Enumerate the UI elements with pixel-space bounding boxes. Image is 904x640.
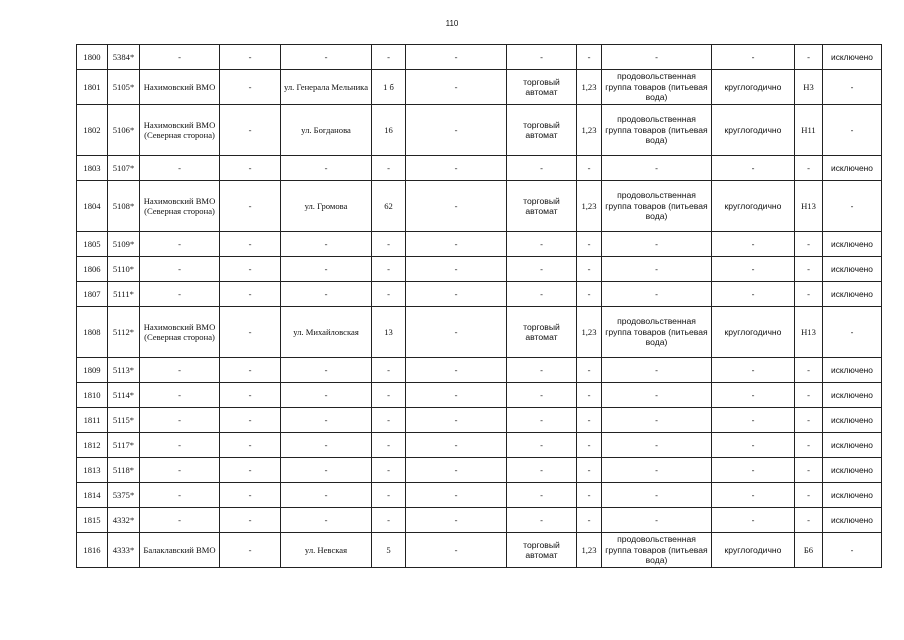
column-4-cell: -	[220, 181, 281, 232]
district-cell: -	[140, 408, 220, 433]
area-cell: 1,23	[577, 181, 602, 232]
area-cell: -	[577, 45, 602, 70]
house-number-cell: -	[372, 257, 406, 282]
district-cell: -	[140, 508, 220, 533]
period-cell: -	[712, 383, 795, 408]
street-cell: ул. Богданова	[281, 105, 372, 156]
column-7-cell: -	[406, 70, 507, 105]
table-row	[77, 45, 882, 70]
house-number-cell: 13	[372, 307, 406, 358]
column-4-cell: -	[220, 105, 281, 156]
goods-group-cell: -	[602, 232, 712, 257]
street-cell: -	[281, 282, 372, 307]
note-cell: исключено	[823, 508, 882, 533]
goods-group-cell: продовольственная группа товаров (питьевая вода)	[602, 307, 712, 358]
row-number-cell: 1804	[77, 181, 108, 232]
district-cell: Балаклавский ВМО	[140, 533, 220, 568]
house-number-cell: -	[372, 408, 406, 433]
period-cell: -	[712, 156, 795, 181]
row-number-cell: 1807	[77, 282, 108, 307]
object-type-cell: торговый автомат	[507, 70, 577, 105]
area-cell: 1,23	[577, 533, 602, 568]
column-7-cell: -	[406, 105, 507, 156]
object-type-cell: -	[507, 458, 577, 483]
code-cell: 5105*	[108, 70, 140, 105]
table-row	[77, 105, 882, 156]
scheme-mark-cell: -	[795, 45, 823, 70]
row-number-cell: 1803	[77, 156, 108, 181]
object-type-cell: -	[507, 483, 577, 508]
area-cell: -	[577, 408, 602, 433]
table-row	[77, 458, 882, 483]
area-cell: -	[577, 257, 602, 282]
table-row	[77, 508, 882, 533]
district-cell: -	[140, 156, 220, 181]
note-cell: -	[823, 70, 882, 105]
scheme-mark-cell: -	[795, 358, 823, 383]
house-number-cell: 62	[372, 181, 406, 232]
scheme-mark-cell: -	[795, 433, 823, 458]
object-type-cell: -	[507, 358, 577, 383]
period-cell: -	[712, 358, 795, 383]
row-number-cell: 1805	[77, 232, 108, 257]
note-cell: исключено	[823, 483, 882, 508]
scheme-mark-cell: -	[795, 508, 823, 533]
column-4-cell: -	[220, 70, 281, 105]
table-row	[77, 307, 882, 358]
object-type-cell: -	[507, 282, 577, 307]
period-cell: -	[712, 508, 795, 533]
area-cell: 1,23	[577, 105, 602, 156]
column-4-cell: -	[220, 257, 281, 282]
code-cell: 5111*	[108, 282, 140, 307]
row-number-cell: 1810	[77, 383, 108, 408]
scheme-mark-cell: -	[795, 232, 823, 257]
house-number-cell: -	[372, 358, 406, 383]
district-cell: Нахимовский ВМО (Северная сторона)	[140, 105, 220, 156]
district-cell: -	[140, 483, 220, 508]
code-cell: 5108*	[108, 181, 140, 232]
table-row	[77, 433, 882, 458]
row-number-cell: 1809	[77, 358, 108, 383]
code-cell: 5375*	[108, 483, 140, 508]
street-cell: -	[281, 156, 372, 181]
area-cell: -	[577, 508, 602, 533]
scheme-mark-cell: Н11	[795, 105, 823, 156]
column-4-cell: -	[220, 483, 281, 508]
column-4-cell: -	[220, 433, 281, 458]
note-cell: -	[823, 307, 882, 358]
district-cell: -	[140, 358, 220, 383]
goods-group-cell: -	[602, 458, 712, 483]
column-7-cell: -	[406, 458, 507, 483]
code-cell: 5115*	[108, 408, 140, 433]
scheme-mark-cell: -	[795, 458, 823, 483]
scheme-mark-cell: -	[795, 483, 823, 508]
table-row	[77, 181, 882, 232]
street-cell: -	[281, 508, 372, 533]
scheme-mark-cell: -	[795, 408, 823, 433]
district-cell: -	[140, 232, 220, 257]
column-4-cell: -	[220, 383, 281, 408]
code-cell: 5114*	[108, 383, 140, 408]
column-7-cell: -	[406, 307, 507, 358]
row-number-cell: 1813	[77, 458, 108, 483]
scheme-mark-cell: Н13	[795, 181, 823, 232]
house-number-cell: -	[372, 483, 406, 508]
district-cell: -	[140, 458, 220, 483]
district-cell: Нахимовский ВМО	[140, 70, 220, 105]
code-cell: 4333*	[108, 533, 140, 568]
goods-group-cell: -	[602, 383, 712, 408]
period-cell: -	[712, 458, 795, 483]
column-4-cell: -	[220, 408, 281, 433]
street-cell: ул. Михайловская	[281, 307, 372, 358]
code-cell: 5384*	[108, 45, 140, 70]
street-cell: -	[281, 408, 372, 433]
street-cell: -	[281, 458, 372, 483]
street-cell: -	[281, 257, 372, 282]
goods-group-cell: продовольственная группа товаров (питьевая вода)	[602, 105, 712, 156]
column-4-cell: -	[220, 307, 281, 358]
object-type-cell: -	[507, 408, 577, 433]
row-number-cell: 1808	[77, 307, 108, 358]
table-row	[77, 232, 882, 257]
column-4-cell: -	[220, 508, 281, 533]
column-7-cell: -	[406, 257, 507, 282]
table-row	[77, 282, 882, 307]
street-cell: ул. Невская	[281, 533, 372, 568]
goods-group-cell: продовольственная группа товаров (питьевая вода)	[602, 70, 712, 105]
column-7-cell: -	[406, 383, 507, 408]
period-cell: круглогодично	[712, 70, 795, 105]
street-cell: ул. Генерала Мельника	[281, 70, 372, 105]
table-row	[77, 70, 882, 105]
goods-group-cell: -	[602, 358, 712, 383]
period-cell: круглогодично	[712, 181, 795, 232]
row-number-cell: 1802	[77, 105, 108, 156]
note-cell: исключено	[823, 383, 882, 408]
scheme-mark-cell: Н13	[795, 307, 823, 358]
note-cell: исключено	[823, 358, 882, 383]
house-number-cell: -	[372, 282, 406, 307]
column-4-cell: -	[220, 533, 281, 568]
street-cell: ул. Громова	[281, 181, 372, 232]
row-number-cell: 1816	[77, 533, 108, 568]
period-cell: круглогодично	[712, 307, 795, 358]
object-type-cell: -	[507, 508, 577, 533]
district-cell: -	[140, 383, 220, 408]
street-cell: -	[281, 383, 372, 408]
goods-group-cell: -	[602, 408, 712, 433]
area-cell: 1,23	[577, 70, 602, 105]
district-cell: Нахимовский ВМО (Северная сторона)	[140, 307, 220, 358]
note-cell: исключено	[823, 433, 882, 458]
object-type-cell: -	[507, 45, 577, 70]
note-cell: -	[823, 533, 882, 568]
column-7-cell: -	[406, 483, 507, 508]
object-type-cell: торговый автомат	[507, 533, 577, 568]
period-cell: -	[712, 45, 795, 70]
note-cell: исключено	[823, 45, 882, 70]
column-4-cell: -	[220, 45, 281, 70]
table-row	[77, 383, 882, 408]
scheme-mark-cell: Б6	[795, 533, 823, 568]
goods-group-cell: -	[602, 257, 712, 282]
row-number-cell: 1815	[77, 508, 108, 533]
goods-group-cell: -	[602, 433, 712, 458]
period-cell: -	[712, 257, 795, 282]
house-number-cell: 16	[372, 105, 406, 156]
note-cell: -	[823, 181, 882, 232]
object-type-cell: -	[507, 232, 577, 257]
column-4-cell: -	[220, 358, 281, 383]
column-4-cell: -	[220, 156, 281, 181]
area-cell: -	[577, 483, 602, 508]
object-type-cell: -	[507, 433, 577, 458]
column-7-cell: -	[406, 508, 507, 533]
object-type-cell: -	[507, 156, 577, 181]
column-7-cell: -	[406, 358, 507, 383]
object-type-cell: торговый автомат	[507, 307, 577, 358]
object-type-cell: -	[507, 257, 577, 282]
table-row	[77, 408, 882, 433]
goods-group-cell: -	[602, 508, 712, 533]
house-number-cell: 5	[372, 533, 406, 568]
registry-table	[76, 44, 882, 568]
goods-group-cell: -	[602, 156, 712, 181]
row-number-cell: 1801	[77, 70, 108, 105]
house-number-cell: -	[372, 433, 406, 458]
goods-group-cell: -	[602, 483, 712, 508]
row-number-cell: 1812	[77, 433, 108, 458]
code-cell: 5110*	[108, 257, 140, 282]
column-7-cell: -	[406, 156, 507, 181]
column-4-cell: -	[220, 282, 281, 307]
street-cell: -	[281, 232, 372, 257]
period-cell: круглогодично	[712, 533, 795, 568]
area-cell: -	[577, 458, 602, 483]
scheme-mark-cell: -	[795, 257, 823, 282]
period-cell: круглогодично	[712, 105, 795, 156]
note-cell: исключено	[823, 408, 882, 433]
table-row	[77, 483, 882, 508]
area-cell: 1,23	[577, 307, 602, 358]
column-7-cell: -	[406, 433, 507, 458]
street-cell: -	[281, 45, 372, 70]
table-row	[77, 533, 882, 568]
period-cell: -	[712, 433, 795, 458]
column-4-cell: -	[220, 232, 281, 257]
goods-group-cell: продовольственная группа товаров (питьевая вода)	[602, 181, 712, 232]
house-number-cell: -	[372, 383, 406, 408]
note-cell: -	[823, 105, 882, 156]
code-cell: 5118*	[108, 458, 140, 483]
object-type-cell: -	[507, 383, 577, 408]
code-cell: 5107*	[108, 156, 140, 181]
house-number-cell: -	[372, 458, 406, 483]
house-number-cell: -	[372, 156, 406, 181]
scheme-mark-cell: -	[795, 383, 823, 408]
column-4-cell: -	[220, 458, 281, 483]
period-cell: -	[712, 282, 795, 307]
house-number-cell: 1 б	[372, 70, 406, 105]
object-type-cell: торговый автомат	[507, 105, 577, 156]
column-7-cell: -	[406, 45, 507, 70]
house-number-cell: -	[372, 232, 406, 257]
goods-group-cell: -	[602, 282, 712, 307]
row-number-cell: 1811	[77, 408, 108, 433]
period-cell: -	[712, 232, 795, 257]
object-type-cell: торговый автомат	[507, 181, 577, 232]
note-cell: исключено	[823, 458, 882, 483]
area-cell: -	[577, 282, 602, 307]
note-cell: исключено	[823, 282, 882, 307]
goods-group-cell: продовольственная группа товаров (питьевая вода)	[602, 533, 712, 568]
area-cell: -	[577, 358, 602, 383]
street-cell: -	[281, 483, 372, 508]
note-cell: исключено	[823, 156, 882, 181]
district-cell: -	[140, 45, 220, 70]
house-number-cell: -	[372, 508, 406, 533]
code-cell: 5112*	[108, 307, 140, 358]
column-7-cell: -	[406, 181, 507, 232]
row-number-cell: 1814	[77, 483, 108, 508]
area-cell: -	[577, 156, 602, 181]
table-row	[77, 358, 882, 383]
code-cell: 5106*	[108, 105, 140, 156]
table-row	[77, 257, 882, 282]
row-number-cell: 1800	[77, 45, 108, 70]
area-cell: -	[577, 232, 602, 257]
district-cell: -	[140, 282, 220, 307]
code-cell: 5113*	[108, 358, 140, 383]
area-cell: -	[577, 383, 602, 408]
period-cell: -	[712, 408, 795, 433]
code-cell: 5117*	[108, 433, 140, 458]
scheme-mark-cell: -	[795, 282, 823, 307]
row-number-cell: 1806	[77, 257, 108, 282]
house-number-cell: -	[372, 45, 406, 70]
area-cell: -	[577, 433, 602, 458]
street-cell: -	[281, 433, 372, 458]
table-row	[77, 156, 882, 181]
period-cell: -	[712, 483, 795, 508]
note-cell: исключено	[823, 232, 882, 257]
street-cell: -	[281, 358, 372, 383]
district-cell: -	[140, 433, 220, 458]
column-7-cell: -	[406, 533, 507, 568]
goods-group-cell: -	[602, 45, 712, 70]
code-cell: 4332*	[108, 508, 140, 533]
scheme-mark-cell: Н3	[795, 70, 823, 105]
column-7-cell: -	[406, 282, 507, 307]
district-cell: -	[140, 257, 220, 282]
code-cell: 5109*	[108, 232, 140, 257]
scheme-mark-cell: -	[795, 156, 823, 181]
column-7-cell: -	[406, 232, 507, 257]
note-cell: исключено	[823, 257, 882, 282]
page-number: 110	[445, 19, 459, 28]
district-cell: Нахимовский ВМО (Северная сторона)	[140, 181, 220, 232]
column-7-cell: -	[406, 408, 507, 433]
